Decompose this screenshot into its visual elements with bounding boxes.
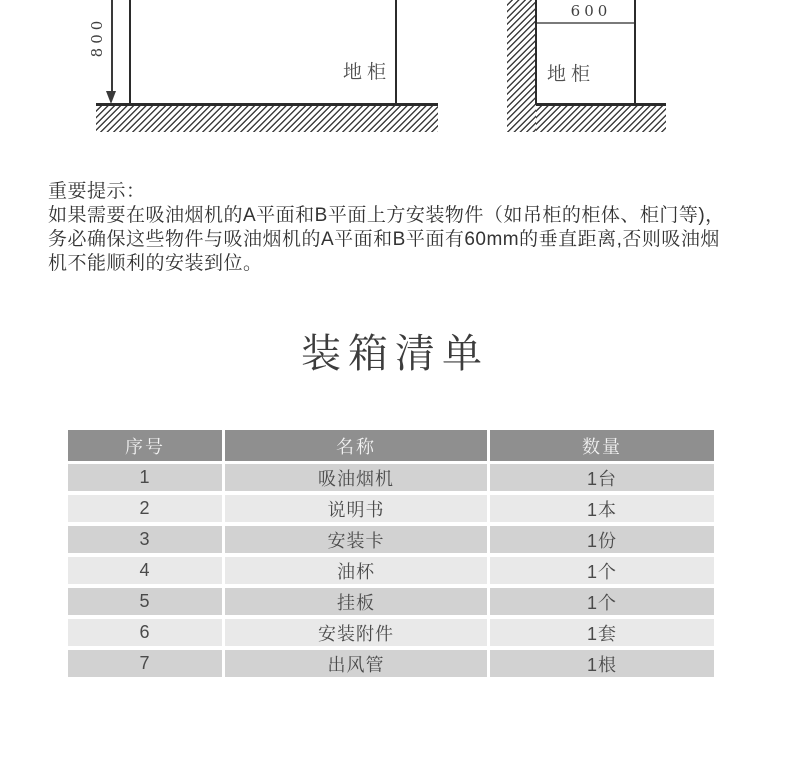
table-cell: 1套 bbox=[490, 619, 714, 646]
table-row bbox=[68, 650, 714, 677]
dimension-label: 600 bbox=[570, 2, 612, 20]
table-body bbox=[68, 464, 714, 677]
table-cell: 1个 bbox=[490, 588, 714, 615]
table-cell: 1份 bbox=[490, 526, 714, 553]
installation-diagrams bbox=[0, 0, 790, 140]
table-cell: 出风管 bbox=[225, 650, 487, 677]
table-cell: 1个 bbox=[490, 557, 714, 584]
table-cell: 说明书 bbox=[225, 495, 487, 522]
table-cell: 7 bbox=[68, 650, 222, 677]
table-cell: 2 bbox=[68, 495, 222, 522]
cabinet-label: 地柜 bbox=[343, 61, 392, 83]
dimension-label: 800 bbox=[88, 16, 106, 58]
column-header-qty: 数量 bbox=[490, 430, 714, 461]
table-cell: 4 bbox=[68, 557, 222, 584]
cabinet-label: 地柜 bbox=[547, 63, 596, 85]
table-cell: 安装卡 bbox=[225, 526, 487, 553]
wall-edge-line bbox=[535, 0, 537, 105]
floor-hatch bbox=[536, 106, 666, 132]
notice-line: 如果需要在吸油烟机的A平面和B平面上方安装物件（如吊柜的柜体、柜门等)， bbox=[48, 205, 725, 226]
table-header-row bbox=[68, 430, 714, 461]
table-cell: 1台 bbox=[490, 464, 714, 491]
table-cell: 1本 bbox=[490, 495, 714, 522]
table-cell: 3 bbox=[68, 526, 222, 553]
notice-line: 务必确保这些物件与吸油烟机的A平面和B平面有60mm的垂直距离,否则吸油烟 bbox=[48, 229, 720, 250]
column-header-name: 名称 bbox=[225, 430, 487, 461]
cabinet-right-edge-line bbox=[395, 0, 397, 104]
table-cell: 5 bbox=[68, 588, 222, 615]
packing-list-title: 装箱清单 bbox=[301, 332, 489, 376]
column-header-no: 序号 bbox=[68, 430, 222, 461]
table-cell: 油杯 bbox=[225, 557, 487, 584]
table-row bbox=[68, 495, 714, 522]
floor-hatch bbox=[96, 106, 438, 132]
table-row bbox=[68, 526, 714, 553]
notice-line: 机不能顺利的安装到位。 bbox=[48, 253, 263, 274]
table-cell: 安装附件 bbox=[225, 619, 487, 646]
table-cell: 1 bbox=[68, 464, 222, 491]
table-cell: 挂板 bbox=[225, 588, 487, 615]
table-row bbox=[68, 619, 714, 646]
table-cell: 1根 bbox=[490, 650, 714, 677]
table-row bbox=[68, 557, 714, 584]
countertop-line bbox=[537, 22, 634, 24]
important-notice bbox=[48, 180, 758, 276]
table-cell: 吸油烟机 bbox=[225, 464, 487, 491]
table-cell: 6 bbox=[68, 619, 222, 646]
packing-list-table bbox=[68, 430, 714, 681]
notice-heading: 重要提示： bbox=[48, 181, 146, 202]
table-row bbox=[68, 464, 714, 491]
table-row bbox=[68, 588, 714, 615]
cabinet-left-edge-line bbox=[129, 0, 131, 104]
wall-hatch bbox=[507, 0, 536, 132]
dimension-line bbox=[111, 0, 113, 95]
